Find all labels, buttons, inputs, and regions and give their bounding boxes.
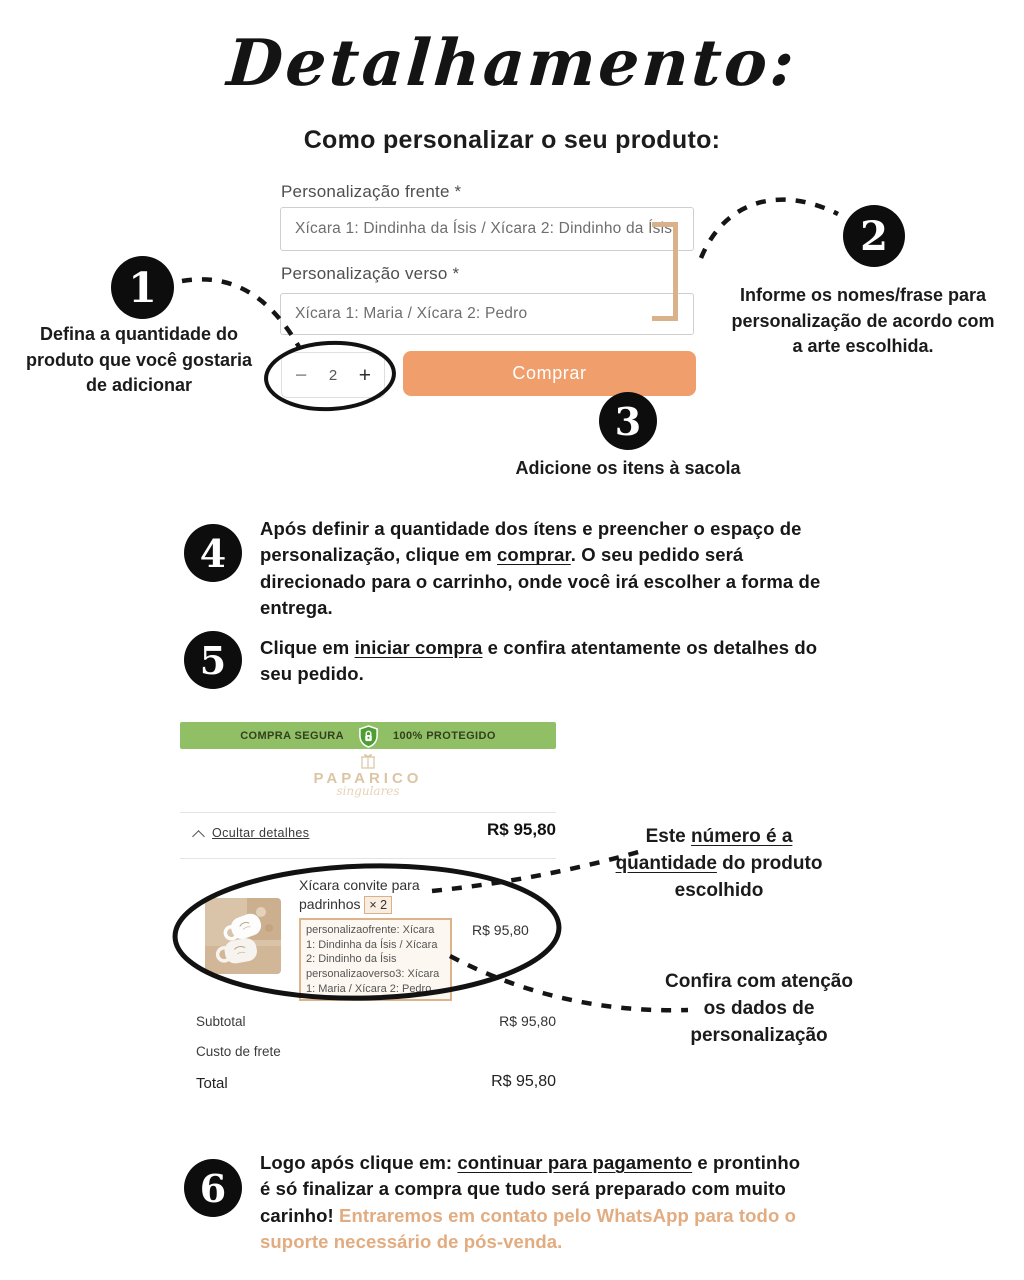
shield-lock-icon (358, 725, 379, 748)
divider (180, 858, 556, 859)
store-logo (180, 752, 556, 798)
step-1-text: Defina a quantidade do produto que você gostaria de adicionar (25, 324, 253, 396)
check-data-annotation: Confira com atenção os dados de personalização (665, 971, 853, 1046)
qty-note-part: Este (645, 826, 692, 847)
quantity-chip: × 2 (364, 896, 392, 914)
product-thumbnail (205, 898, 281, 974)
product-price: R$ 95,80 (472, 922, 529, 938)
step-2-text: Informe os nomes/frase para personalização de acordo com a arte escolhida. (731, 285, 995, 357)
store-logo-tagline: singulares (336, 784, 400, 798)
shipping-cost-label: Custo de frete (196, 1044, 281, 1059)
quantity-decrease-button[interactable]: − (295, 363, 308, 387)
product-title-word: padrinhos (299, 895, 361, 912)
front-personalization-value: Xícara 1: Dindinha da Ísis / Xícara 2: Dindinho da Ísis (295, 220, 673, 237)
dotted-connector-qty-note (432, 851, 642, 891)
step-6-pre: Logo após clique em: (260, 1152, 458, 1173)
quantity-value: 2 (328, 366, 338, 384)
step-4-badge: 4 (184, 524, 242, 582)
back-personalization-value: Xícara 1: Maria / Xícara 2: Pedro (295, 305, 528, 322)
front-personalization-label: Personalização frente * (281, 182, 462, 201)
step-6-badge: 6 (184, 1159, 242, 1217)
total-label: Total (196, 1075, 228, 1092)
personalization-line: 1: Dindinha da Ísis / Xícara (306, 938, 438, 951)
step-3-badge: 3 (599, 392, 657, 450)
step-5-pre: Clique em (260, 637, 355, 658)
order-price: R$ 95,80 (487, 820, 556, 839)
product-title-line1: Xícara convite para (299, 877, 420, 893)
fields-bracket-decoration (652, 222, 678, 321)
step-6-whatsapp-note: Entraremos em contato pelo WhatsApp para todo o suporte necessário de pós-venda. (260, 1204, 796, 1253)
page-title: Detalhamento: (224, 26, 800, 101)
step-4-comprar-ref: comprar (497, 544, 571, 566)
hide-details-toggle[interactable]: Ocultar detalhes (212, 826, 310, 840)
step-1-badge: 1 (111, 256, 174, 319)
step-4-pre: Após definir a quantidade dos ítens e preencher o espaço de personalização, clique em (260, 518, 802, 566)
quantity-stepper[interactable] (281, 352, 385, 398)
step-6-text (260, 1150, 808, 1256)
secure-purchase-bar (180, 722, 556, 749)
protected-label: 100% PROTEGIDO (393, 729, 496, 742)
step-5-post: e confira atentamente os detalhes do seu pedido. (260, 637, 818, 685)
personalization-data-box (299, 918, 452, 1001)
store-logo-name: PAPARICO (313, 770, 423, 787)
step-2-badge: 2 (843, 205, 905, 267)
buy-button[interactable]: Comprar (403, 351, 696, 396)
step-5-badge: 5 (184, 631, 242, 689)
dotted-connector-step2 (701, 200, 838, 258)
divider (180, 812, 556, 813)
secure-purchase-label: COMPRA SEGURA (240, 729, 344, 742)
page-subtitle: Como personalizar o seu produto: (303, 126, 721, 154)
back-personalization-label: Personalização verso * (281, 264, 460, 283)
personalization-line: personalizaofrente: Xícara (306, 924, 435, 937)
subtotal-value: R$ 95,80 (499, 1013, 556, 1029)
qty-note-underline: quantidade (615, 852, 717, 874)
step-4-post: . O seu pedido será direcionado para o carrinho, onde você irá escolher a forma de entrega. (260, 544, 821, 619)
back-personalization-input[interactable] (280, 293, 694, 335)
total-value: R$ 95,80 (491, 1073, 556, 1090)
product-details (299, 876, 459, 1001)
gift-box-icon (359, 752, 377, 769)
quantity-increase-button[interactable]: + (358, 363, 371, 387)
mugs-photo (205, 898, 281, 974)
step-5-iniciar-compra-ref: iniciar compra (354, 637, 483, 658)
quantity-annotation (612, 824, 826, 905)
chevron-up-icon[interactable] (192, 830, 205, 843)
personalization-line: personalizaoverso3: Xícara (306, 968, 440, 981)
qty-note-underline: número é a (691, 826, 793, 847)
qty-note-part: do produto escolhido (674, 852, 823, 901)
product-title-line2 (299, 895, 459, 914)
step-4-text (260, 516, 852, 622)
step-6-continue-payment-ref: continuar para pagamento (457, 1152, 693, 1173)
subtotal-label: Subtotal (196, 1014, 246, 1029)
step-3-caption: Adicione os itens à sacola (515, 458, 741, 478)
personalization-line: 2: Dindinho da Ísis (306, 953, 397, 966)
step-6-mid: e prontinho é só finalizar a compra que tudo será preparado com muito carinho! (260, 1152, 801, 1226)
step-5-text (260, 635, 820, 688)
front-personalization-input[interactable] (280, 207, 694, 251)
personalization-line: 1: Maria / Xícara 2: Pedro (306, 982, 432, 995)
